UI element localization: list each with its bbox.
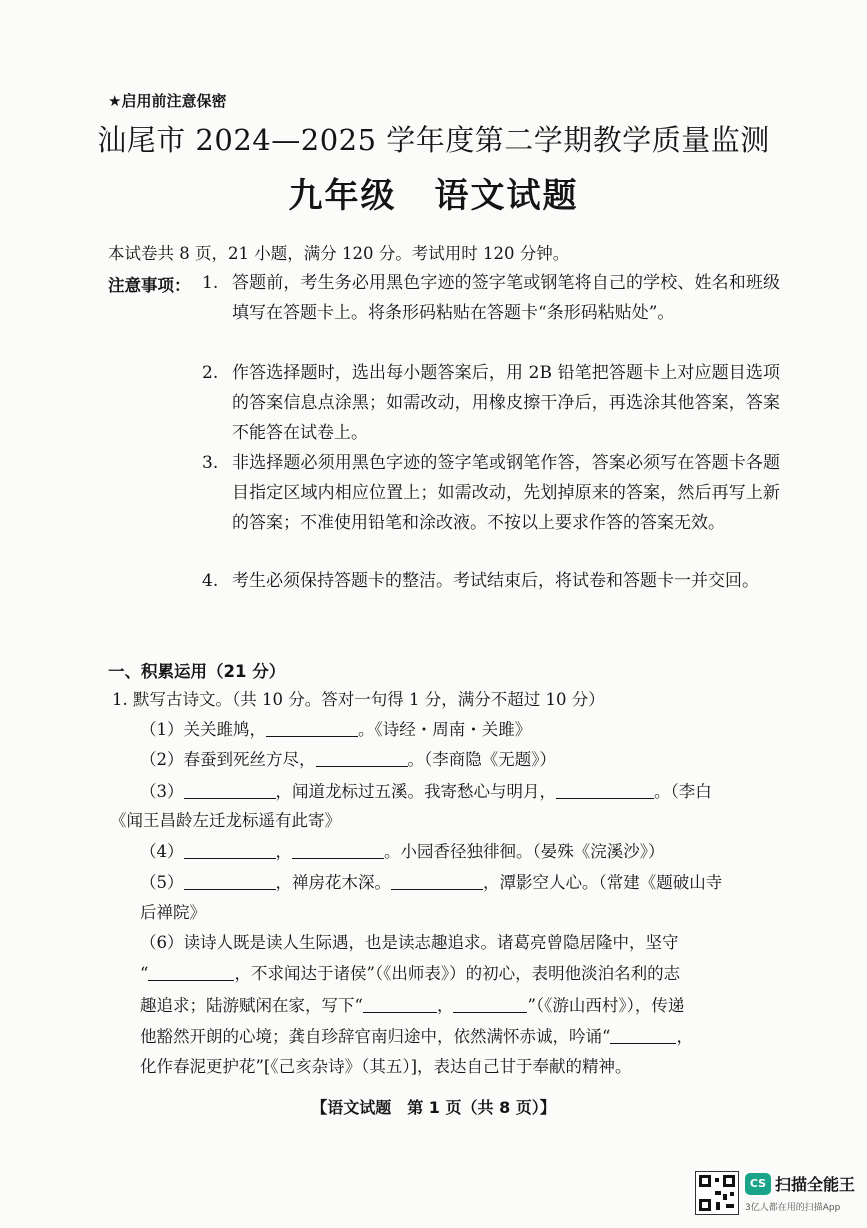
question-text: ，不求闻达于诸侯”（《出师表》）的初心，表明他淡泊名利的志 [234, 964, 681, 983]
scanner-app-tagline: 3亿人都在用的扫描App [745, 1203, 841, 1213]
answer-blank [453, 996, 527, 1013]
sub-question-4 [140, 838, 665, 862]
page-footer: 【语文试题 第 1 页（共 8 页）】 [311, 1098, 556, 1117]
note-item [202, 566, 780, 596]
question-1-prompt: 1. 默写古诗文。（共 10 分。答对一句得 1 分，满分不超过 10 分） [112, 690, 605, 709]
scanner-logo-icon: CS [745, 1173, 771, 1195]
answer-blank [391, 873, 483, 890]
grade-label: 九年级 [288, 176, 397, 216]
sub-question-1 [140, 716, 531, 740]
question-text: 。《诗经・周南・关雎》 [358, 720, 532, 739]
question-text: 他豁然开朗的心境；龚自珍辞官南归途中，依然满怀赤诚，吟诵“ [140, 1027, 611, 1046]
note-item [202, 358, 780, 448]
question-text: ， [436, 996, 454, 1015]
notes-label: 注意事项： [108, 276, 191, 295]
confidential-mark: ★启用前注意保密 [108, 92, 227, 110]
answer-blank [184, 842, 276, 859]
answer-blank [363, 996, 437, 1013]
qr-code-icon [695, 1171, 739, 1215]
question-text: 。（李白 [654, 782, 712, 801]
question-text: ， [275, 842, 292, 861]
question-text: ”（《游山西村》），传递 [527, 996, 685, 1015]
sub-question-2 [140, 746, 556, 770]
question-text: （3） [140, 782, 184, 801]
sub-question-5 [140, 869, 722, 893]
answer-blank [292, 842, 384, 859]
sub-question-6-line: （6）读诗人既是读人生际遇，也是读志趣追求。诸葛亮曾隐居隆中，坚守 [140, 933, 679, 952]
answer-blank [556, 782, 654, 799]
answer-blank [610, 1027, 676, 1044]
exam-subtitle [0, 168, 867, 217]
sub-question-6-line [140, 960, 680, 984]
question-text: “ [140, 964, 149, 983]
answer-blank [148, 964, 234, 981]
scanner-app-name: 扫描全能王 [775, 1175, 856, 1194]
answer-blank [184, 873, 276, 890]
answer-blank [184, 782, 276, 799]
question-text: （2）春蚕到死丝方尽， [140, 750, 316, 769]
note-item [202, 448, 780, 538]
note-text: 答题前，考生务必用黑色字迹的签字笔或钢笔将自己的学校、姓名和班级填写在答题卡上。将条形码粘贴在答题卡“条形码粘贴处”。 [232, 273, 780, 323]
note-number: 3. [202, 453, 219, 473]
question-text: ，禅房花木深。 [275, 873, 391, 892]
note-item [202, 268, 780, 328]
subject-label: 语文试题 [434, 176, 579, 216]
question-text: 。小园香径独徘徊。（晏殊《浣溪沙》） [384, 842, 665, 861]
section-title: 一、积累运用（21 分） [108, 662, 286, 681]
note-text: 非选择题必须用黑色字迹的签字笔或钢笔作答，答案必须写在答题卡各题目指定区域内相应位置上；如需改动，先划掉原来的答案，然后再写上新的答案；不准使用铅笔和涂改液。不按以上要求作答的答案无效。 [232, 453, 780, 533]
question-text: ，闻道龙标过五溪。我寄愁心与明月， [275, 782, 556, 801]
question-text: （4） [140, 842, 184, 861]
note-number: 1. [202, 273, 219, 293]
sub-question-6-line: 化作春泥更护花”[《己亥杂诗》（其五）]，表达自己甘于奉献的精神。 [140, 1057, 632, 1076]
note-number: 2. [202, 363, 219, 383]
answer-blank [316, 750, 408, 767]
note-number: 4. [202, 571, 219, 591]
question-text: 。（李商隐《无题》） [407, 750, 556, 769]
question-text: ，潭影空人心。（常建《题破山寺 [483, 873, 723, 892]
question-text: ， [676, 1027, 693, 1046]
sub-question-3 [140, 778, 712, 802]
exam-intro: 本试卷共 8 页，21 小题，满分 120 分。考试用时 120 分钟。 [108, 244, 570, 263]
question-text: （5） [140, 873, 184, 892]
sub-question-3-source: 《闻王昌龄左迁龙标遥有此寄》 [110, 811, 341, 830]
note-text: 作答选择题时，选出每小题答案后，用 2B 铅笔把答题卡上对应题目选项的答案信息点涂黑；如需改动，用橡皮擦干净后，再选涂其他答案，答案不能答在试卷上。 [232, 363, 780, 443]
exam-title: 汕尾市 2024—2025 学年度第二学期教学质量监测 [97, 123, 770, 157]
question-text: （1）关关雎鸠， [140, 720, 266, 739]
answer-blank [266, 720, 358, 737]
note-text: 考生必须保持答题卡的整洁。考试结束后，将试卷和答题卡一并交回。 [232, 571, 759, 591]
question-text: 趣追求；陆游赋闲在家，写下“ [140, 996, 363, 1015]
sub-question-6-line [140, 992, 684, 1016]
sub-question-6-line [140, 1023, 693, 1047]
sub-question-5-source: 后禅院》 [140, 903, 206, 922]
